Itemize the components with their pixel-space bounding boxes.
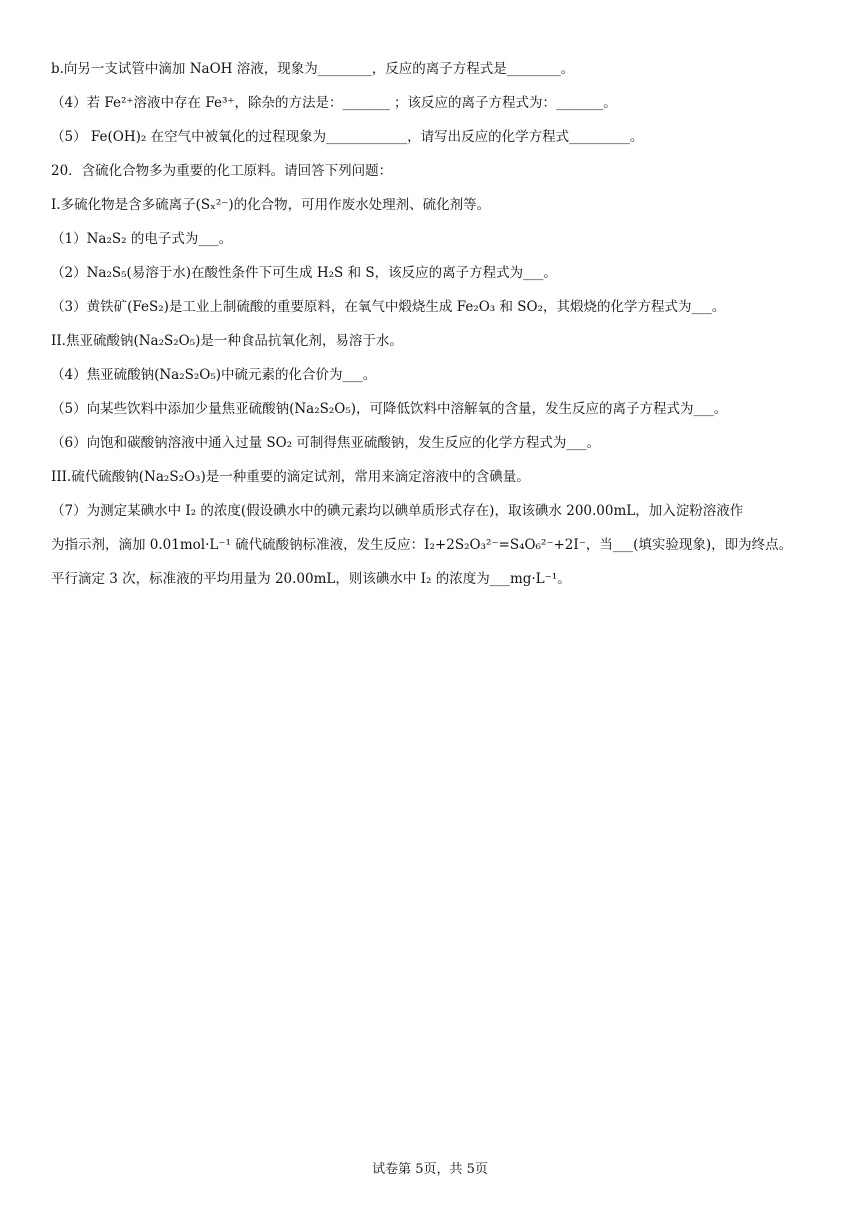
question-line: 平行滴定 3 次，标准液的平均用量为 20.00mL，则该碘水中 I₂ 的浓度为___mg·L⁻¹。 [51,571,571,587]
section-heading: III.硫代硫酸钠(Na₂S₂O₃)是一种重要的滴定试剂，常用来滴定溶液中的含碘量。 [51,469,530,485]
section-heading: I.多硫化物是含多硫离子(Sₓ²⁻)的化合物，可用作废水处理剂、硫化剂等。 [51,197,491,213]
page-footer: 试卷第 5页，共 5页 [372,1162,488,1177]
question-line: （5）向某些饮料中添加少量焦亚硫酸钠(Na₂S₂O₅)，可降低饮料中溶解氧的含量，发生反应的离子方程式为___。 [51,401,728,417]
question-line: 为指示剂，滴加 0.01mol·L⁻¹ 硫代硫酸钠标准液，发生反应：I₂+2S₂O₃²⁻=S₄O₆²⁻+2I⁻，当___(填实验现象)，即为终点。 [51,537,793,553]
question-line: （4）焦亚硫酸钠(Na₂S₂O₅)中硫元素的化合价为___。 [51,367,377,383]
question-line: （5） Fe(OH)₂ 在空气中被氧化的过程现象为____________，请写出反应的化学方程式_________。 [51,129,644,145]
question-heading: 20．含硫化合物多为重要的化工原料。请回答下列问题： [51,163,393,179]
question-line: （6）向饱和碳酸钠溶液中通入过量 SO₂ 可制得焦亚硫酸钠，发生反应的化学方程式为___。 [51,435,601,451]
question-line: b.向另一支试管中滴加 NaOH 溶液，现象为________，反应的离子方程式是________。 [51,61,575,77]
question-line: （1）Na₂S₂ 的电子式为___。 [51,231,233,247]
question-line: （2）Na₂S₅(易溶于水)在酸性条件下可生成 H₂S 和 S，该反应的离子方程式为___。 [51,265,557,281]
question-line: （7）为测定某碘水中 I₂ 的浓度(假设碘水中的碘元素均以碘单质形式存在)，取该碘水 200.00mL，加入淀粉溶液作 [51,503,744,519]
question-line: （4）若 Fe²⁺溶液中存在 Fe³⁺，除杂的方法是：_______ ；该反应的离子方程式为：_______。 [51,95,617,111]
question-line: （3）黄铁矿(FeS₂)是工业上制硫酸的重要原料，在氧气中煅烧生成 Fe₂O₃ 和 SO₂，其煅烧的化学方程式为___。 [51,299,726,315]
section-heading: II.焦亚硫酸钠(Na₂S₂O₅)是一种食品抗氧化剂，易溶于水。 [51,333,403,349]
